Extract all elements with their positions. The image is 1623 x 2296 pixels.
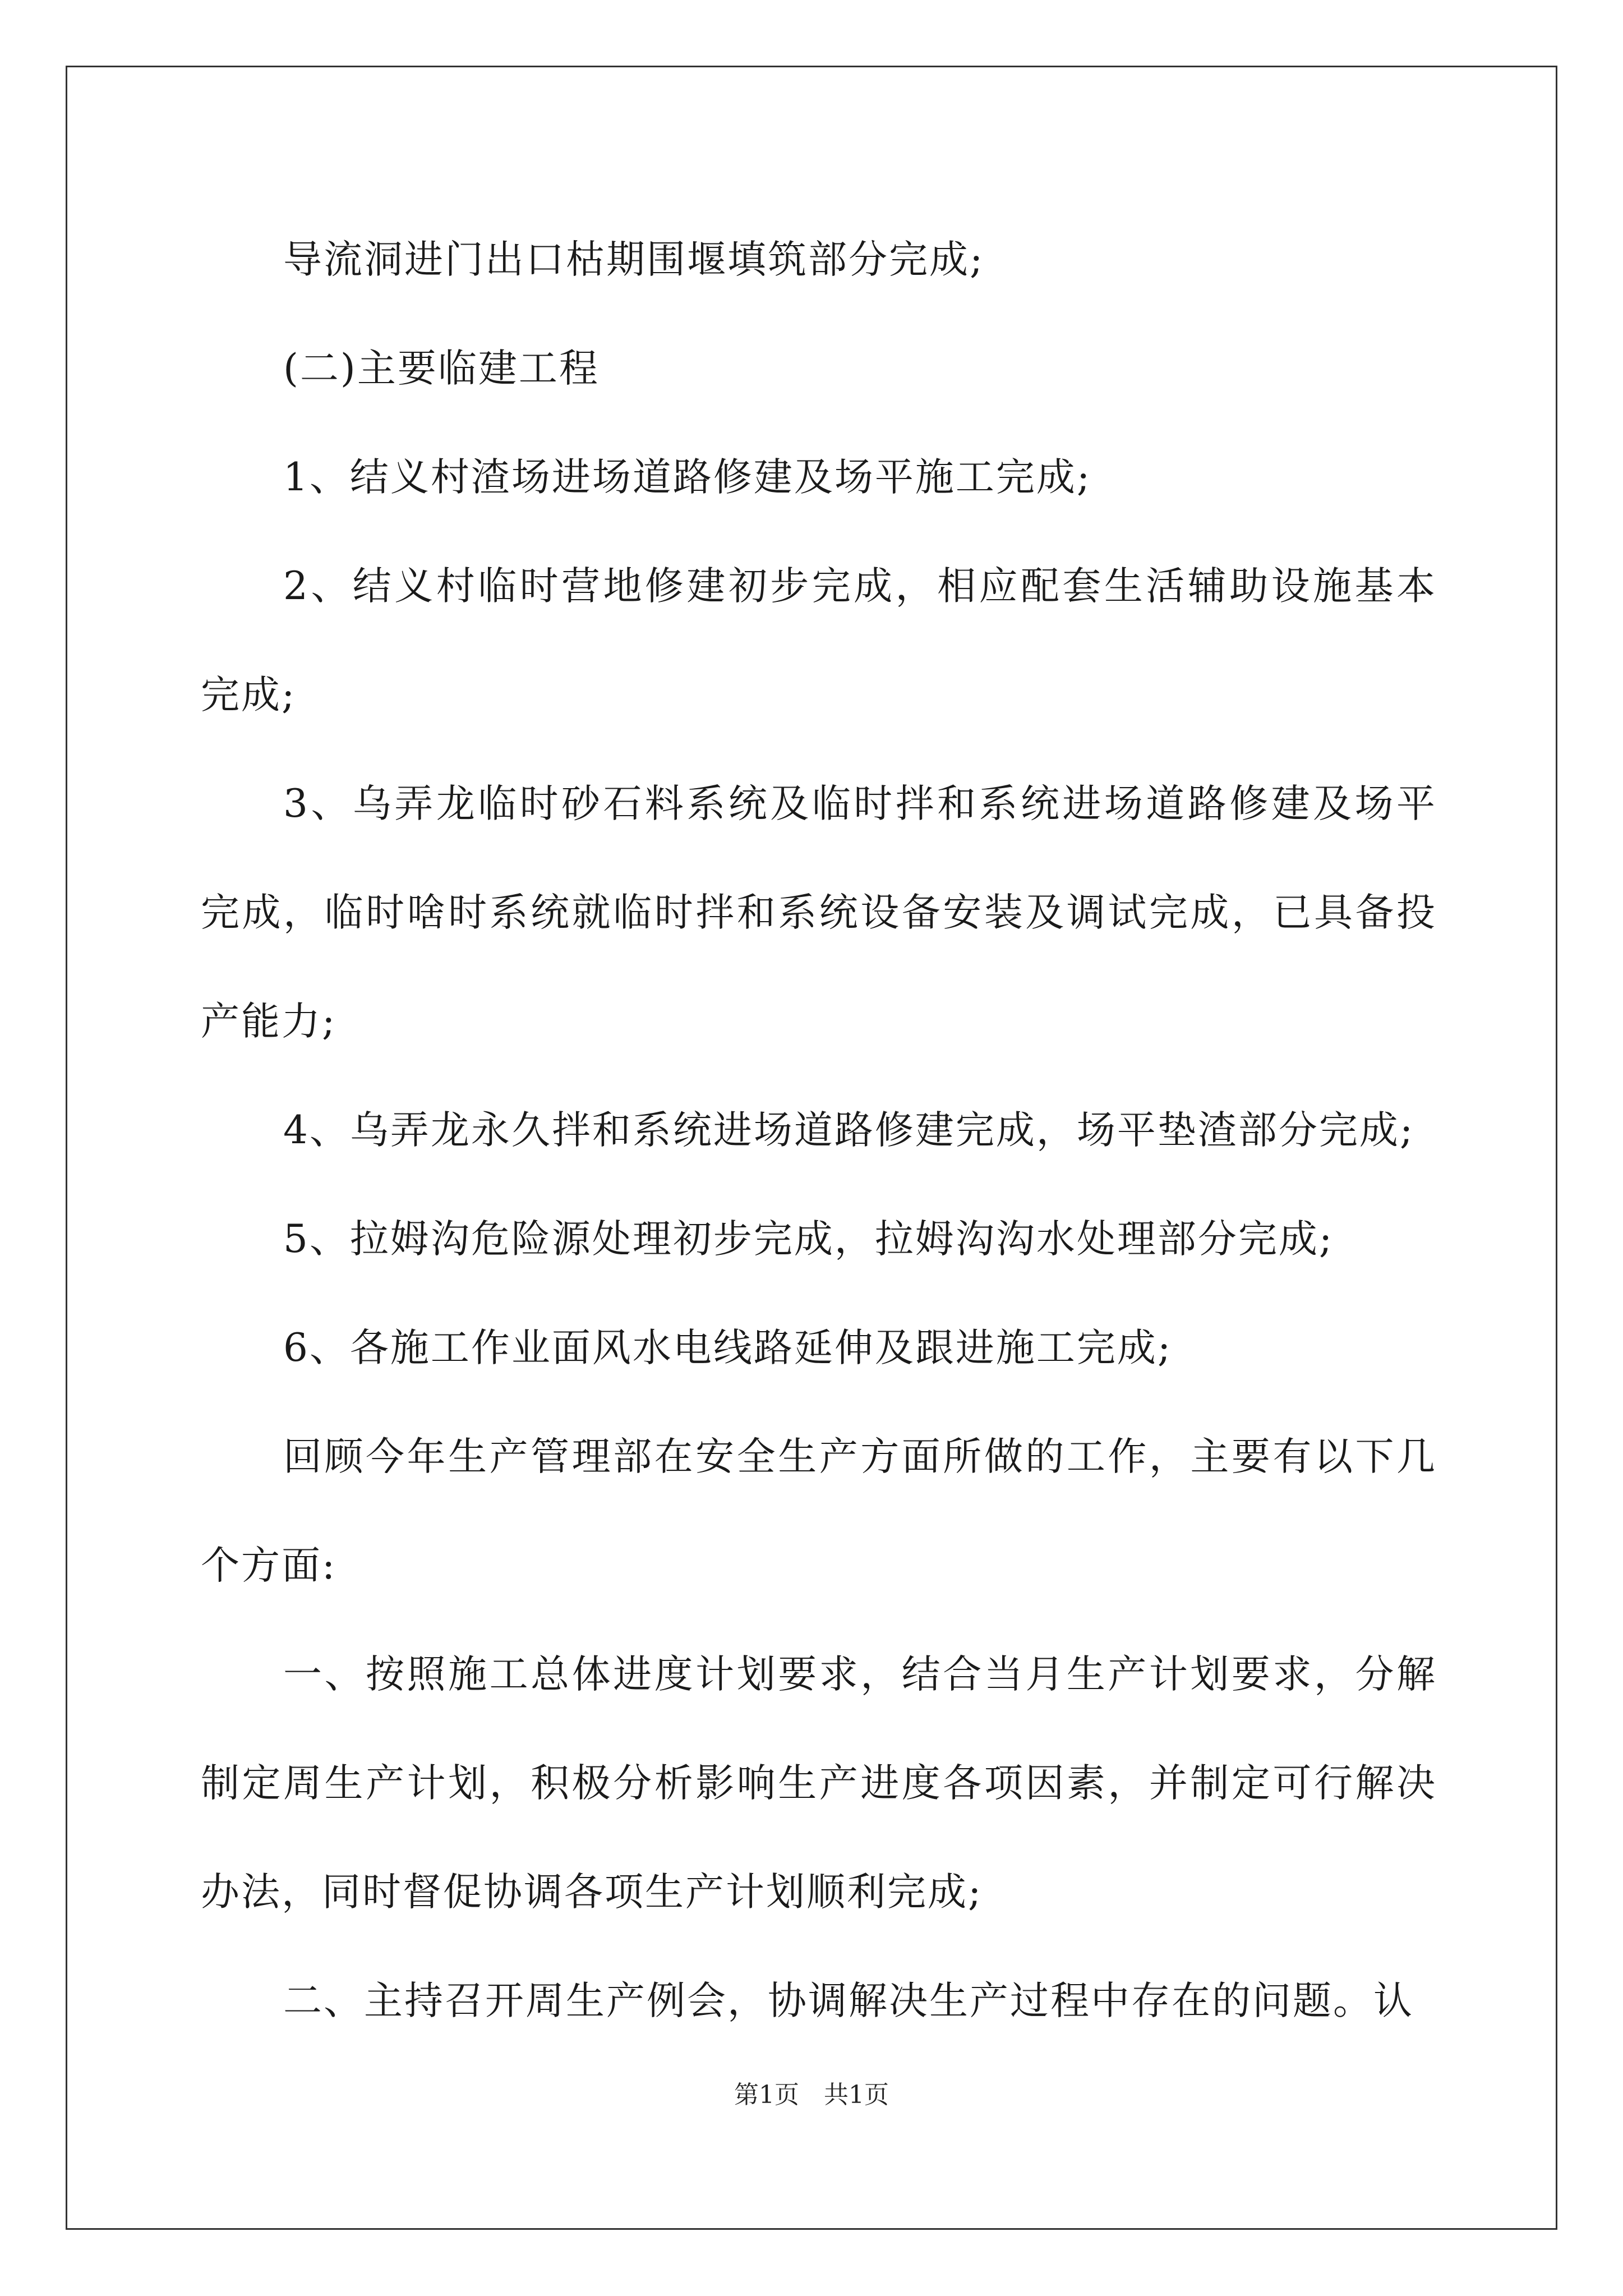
paragraph: 一、按照施工总体进度计划要求，结合当月生产计划要求，分解制定周生产计划，积极分析影响生产进度各项因素，并制定可行解决办法，同时督促协调各项生产计划顺利完成; <box>201 1652 1437 1915</box>
document-body <box>201 205 1437 2055</box>
paragraph: 1、结义村渣场进场道路修建及场平施工完成; <box>283 455 1092 500</box>
section-heading: (二)主要临建工程 <box>283 346 600 391</box>
paragraph: 导流洞进门出口枯期围堰填筑部分完成; <box>283 237 985 282</box>
paragraph: 6、各施工作业面风水电线路延伸及跟进施工完成; <box>283 1326 1173 1370</box>
paragraph: 2、结义村临时营地修建初步完成，相应配套生活辅助设施基本完成; <box>201 564 1437 717</box>
paragraph: 3、乌弄龙临时砂石料系统及临时拌和系统进场道路修建及场平完成，临时啥时系统就临时拌和系统设备安装及调试完成，已具备投产能力; <box>201 781 1437 1044</box>
page-number-footer: 第1页 共1页 <box>734 2081 889 2109</box>
paragraph: 回顾今年生产管理部在安全生产方面所做的工作，主要有以下几个方面: <box>201 1434 1437 1588</box>
paragraph: 4、乌弄龙永久拌和系统进场道路修建完成，场平垫渣部分完成; <box>283 1108 1415 1153</box>
paragraph: 5、拉姆沟危险源处理初步完成，拉姆沟沟水处理部分完成; <box>283 1217 1334 1262</box>
paragraph: 二、主持召开周生产例会，协调解决生产过程中存在的问题。认 <box>283 1978 1414 2023</box>
